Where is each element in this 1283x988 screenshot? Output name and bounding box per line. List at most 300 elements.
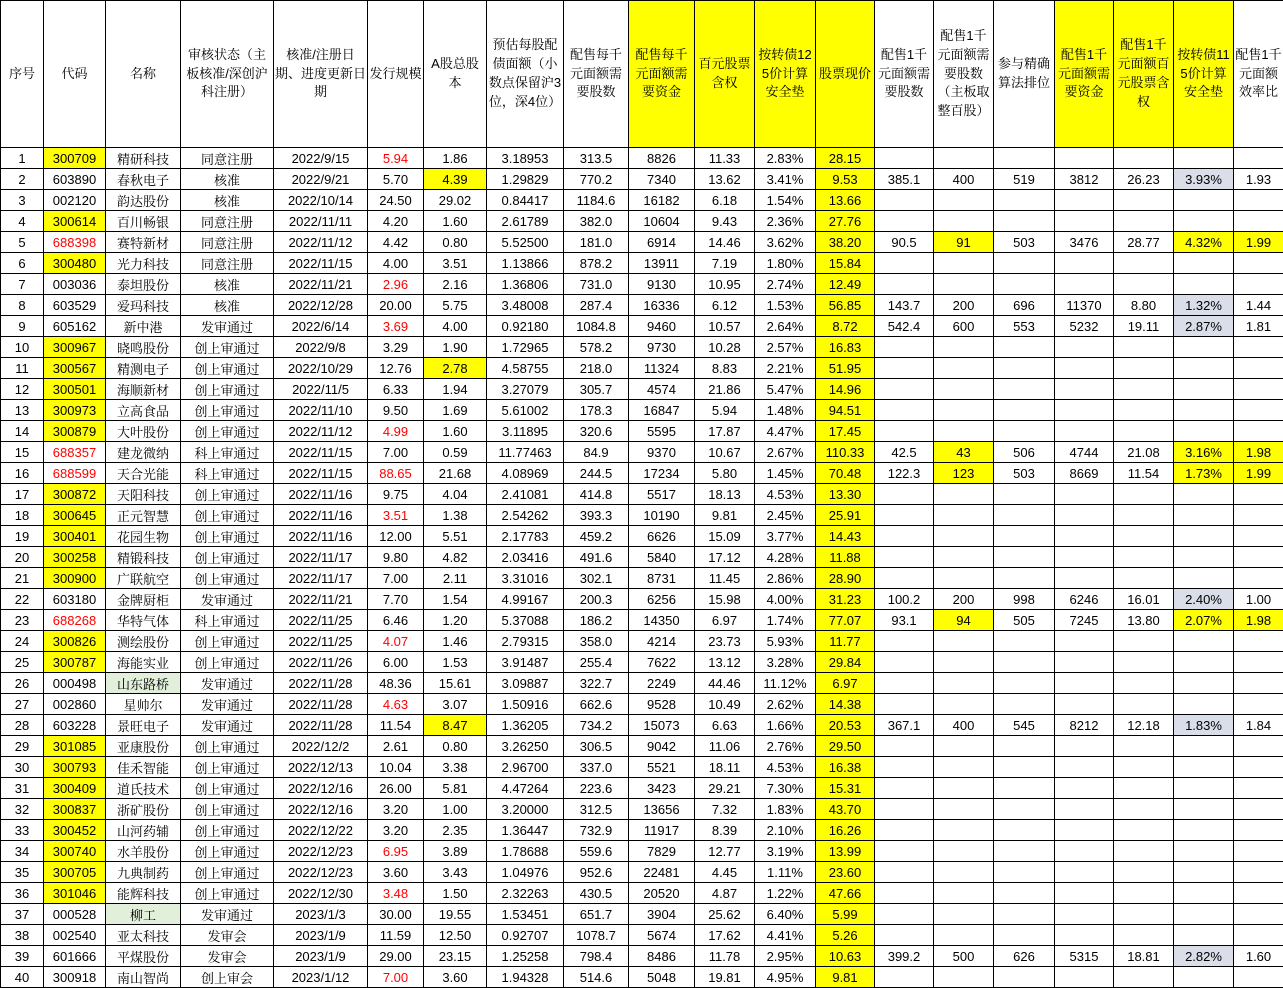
table-cell[interactable] [994, 421, 1055, 442]
table-cell[interactable]: 6.63 [695, 715, 755, 736]
table-cell[interactable]: 8826 [629, 148, 695, 169]
table-cell[interactable]: 19 [1, 526, 44, 547]
table-cell[interactable]: 3.18953 [487, 148, 564, 169]
table-cell[interactable]: 2022/11/15 [274, 442, 368, 463]
table-cell[interactable]: 6.33 [368, 379, 424, 400]
table-cell[interactable] [1234, 190, 1283, 211]
table-cell[interactable]: 000498 [44, 673, 106, 694]
table-cell[interactable]: 22 [1, 589, 44, 610]
table-cell[interactable]: 14350 [629, 610, 695, 631]
table-cell[interactable]: 2.67% [755, 442, 816, 463]
table-cell[interactable] [994, 148, 1055, 169]
table-cell[interactable]: 6626 [629, 526, 695, 547]
table-cell[interactable]: 18.81 [1114, 946, 1174, 967]
table-cell[interactable]: 2.78 [424, 358, 487, 379]
table-cell[interactable]: 柳工 [106, 904, 181, 925]
table-cell[interactable]: 6.97 [695, 610, 755, 631]
table-cell[interactable]: 300709 [44, 148, 106, 169]
table-cell[interactable] [1055, 841, 1114, 862]
table-cell[interactable]: 31 [1, 778, 44, 799]
table-cell[interactable]: 韵达股份 [106, 190, 181, 211]
table-cell[interactable]: 2.95% [755, 946, 816, 967]
table-cell[interactable] [994, 568, 1055, 589]
table-cell[interactable]: 4.32% [1174, 232, 1234, 253]
table-cell[interactable] [1174, 190, 1234, 211]
table-cell[interactable] [875, 274, 934, 295]
table-cell[interactable]: 创上审通过 [181, 652, 274, 673]
table-cell[interactable]: 2.62% [755, 694, 816, 715]
table-cell[interactable]: 300826 [44, 631, 106, 652]
table-cell[interactable] [1174, 925, 1234, 946]
table-cell[interactable]: 16847 [629, 400, 695, 421]
column-header[interactable]: 配售1千元面额效率比 [1234, 1, 1283, 148]
table-cell[interactable] [994, 505, 1055, 526]
table-cell[interactable]: 天合光能 [106, 463, 181, 484]
table-cell[interactable]: 998 [994, 589, 1055, 610]
table-cell[interactable]: 47.66 [816, 883, 875, 904]
table-cell[interactable]: 94.51 [816, 400, 875, 421]
table-cell[interactable]: 7340 [629, 169, 695, 190]
table-cell[interactable]: 223.6 [564, 778, 629, 799]
table-cell[interactable]: 200 [934, 589, 994, 610]
table-cell[interactable] [1055, 925, 1114, 946]
table-cell[interactable]: 4.04 [424, 484, 487, 505]
table-cell[interactable]: 1.69 [424, 400, 487, 421]
table-cell[interactable]: 2022/12/23 [274, 862, 368, 883]
table-cell[interactable]: 244.5 [564, 463, 629, 484]
table-cell[interactable]: 创上审通过 [181, 568, 274, 589]
table-cell[interactable]: 7.19 [695, 253, 755, 274]
table-cell[interactable]: 6.12 [695, 295, 755, 316]
table-cell[interactable]: 3.26250 [487, 736, 564, 757]
table-cell[interactable]: 5.61002 [487, 400, 564, 421]
table-cell[interactable]: 506 [994, 442, 1055, 463]
table-cell[interactable] [994, 673, 1055, 694]
table-cell[interactable]: 6.00 [368, 652, 424, 673]
table-cell[interactable]: 2.16 [424, 274, 487, 295]
table-cell[interactable] [1174, 652, 1234, 673]
table-cell[interactable]: 9.75 [368, 484, 424, 505]
table-cell[interactable]: 11.12% [755, 673, 816, 694]
table-cell[interactable] [1114, 568, 1174, 589]
table-cell[interactable] [875, 421, 934, 442]
table-cell[interactable]: 13.99 [816, 841, 875, 862]
table-cell[interactable]: 3.27079 [487, 379, 564, 400]
table-cell[interactable]: 1.90 [424, 337, 487, 358]
table-cell[interactable] [875, 778, 934, 799]
table-cell[interactable]: 23.15 [424, 946, 487, 967]
table-cell[interactable]: 1.94 [424, 379, 487, 400]
table-cell[interactable] [1234, 925, 1283, 946]
table-cell[interactable]: 亚太科技 [106, 925, 181, 946]
table-cell[interactable]: 11.88 [816, 547, 875, 568]
table-cell[interactable]: 2.40% [1174, 589, 1234, 610]
table-cell[interactable] [994, 400, 1055, 421]
table-cell[interactable]: 1.25258 [487, 946, 564, 967]
table-cell[interactable]: 2.21% [755, 358, 816, 379]
table-cell[interactable]: 核准 [181, 274, 274, 295]
table-cell[interactable]: 7 [1, 274, 44, 295]
table-cell[interactable] [875, 652, 934, 673]
table-cell[interactable]: 佳禾智能 [106, 757, 181, 778]
table-cell[interactable]: 16336 [629, 295, 695, 316]
table-cell[interactable]: 2022/11/11 [274, 211, 368, 232]
table-cell[interactable] [994, 652, 1055, 673]
table-cell[interactable] [1114, 778, 1174, 799]
table-cell[interactable]: 2022/12/30 [274, 883, 368, 904]
table-cell[interactable]: 创上审通过 [181, 505, 274, 526]
table-cell[interactable]: 南山智尚 [106, 967, 181, 988]
table-cell[interactable]: 8.83 [695, 358, 755, 379]
table-cell[interactable] [1174, 967, 1234, 988]
table-cell[interactable]: 创上审通过 [181, 736, 274, 757]
table-cell[interactable]: 3.20 [368, 799, 424, 820]
table-cell[interactable] [1114, 211, 1174, 232]
table-cell[interactable] [875, 547, 934, 568]
table-cell[interactable] [1114, 505, 1174, 526]
table-cell[interactable] [994, 904, 1055, 925]
table-cell[interactable] [1174, 358, 1234, 379]
table-cell[interactable]: 90.5 [875, 232, 934, 253]
table-cell[interactable]: 400 [934, 715, 994, 736]
table-cell[interactable]: 5595 [629, 421, 695, 442]
table-cell[interactable] [1114, 673, 1174, 694]
table-cell[interactable]: 7.00 [368, 568, 424, 589]
table-cell[interactable]: 1084.8 [564, 316, 629, 337]
table-cell[interactable]: 广联航空 [106, 568, 181, 589]
table-cell[interactable]: 9528 [629, 694, 695, 715]
table-cell[interactable]: 559.6 [564, 841, 629, 862]
table-cell[interactable]: 13.62 [695, 169, 755, 190]
table-cell[interactable]: 14.38 [816, 694, 875, 715]
table-cell[interactable] [934, 337, 994, 358]
table-cell[interactable]: 200 [934, 295, 994, 316]
table-cell[interactable] [875, 253, 934, 274]
table-cell[interactable]: 38.20 [816, 232, 875, 253]
table-cell[interactable] [934, 967, 994, 988]
table-cell[interactable]: 发审通过 [181, 694, 274, 715]
table-cell[interactable]: 2023/1/3 [274, 904, 368, 925]
table-cell[interactable]: 2.96 [368, 274, 424, 295]
table-cell[interactable] [1055, 967, 1114, 988]
table-cell[interactable]: 1.84 [1234, 715, 1283, 736]
table-cell[interactable]: 93.1 [875, 610, 934, 631]
table-cell[interactable]: 29.50 [816, 736, 875, 757]
table-cell[interactable] [1114, 148, 1174, 169]
table-cell[interactable]: 70.48 [816, 463, 875, 484]
table-cell[interactable]: 1.11% [755, 862, 816, 883]
table-cell[interactable]: 358.0 [564, 631, 629, 652]
table-cell[interactable]: 300967 [44, 337, 106, 358]
table-cell[interactable] [934, 694, 994, 715]
table-cell[interactable]: 29.84 [816, 652, 875, 673]
table-cell[interactable]: 3.89 [424, 841, 487, 862]
table-cell[interactable]: 0.92707 [487, 925, 564, 946]
table-cell[interactable]: 2023/1/9 [274, 946, 368, 967]
table-cell[interactable]: 7.00 [368, 967, 424, 988]
table-cell[interactable]: 21.08 [1114, 442, 1174, 463]
table-cell[interactable] [934, 757, 994, 778]
table-cell[interactable]: 1.36447 [487, 820, 564, 841]
table-cell[interactable]: 核准 [181, 169, 274, 190]
table-cell[interactable] [875, 211, 934, 232]
table-cell[interactable]: 14 [1, 421, 44, 442]
table-cell[interactable]: 003036 [44, 274, 106, 295]
table-cell[interactable]: 11.59 [368, 925, 424, 946]
table-cell[interactable]: 14.96 [816, 379, 875, 400]
table-cell[interactable]: 13911 [629, 253, 695, 274]
table-cell[interactable] [994, 862, 1055, 883]
table-cell[interactable] [1055, 673, 1114, 694]
table-cell[interactable] [1055, 526, 1114, 547]
table-cell[interactable] [1174, 421, 1234, 442]
table-cell[interactable] [1174, 820, 1234, 841]
table-cell[interactable]: 385.1 [875, 169, 934, 190]
table-cell[interactable]: 4574 [629, 379, 695, 400]
table-cell[interactable]: 10.28 [695, 337, 755, 358]
table-cell[interactable]: 7622 [629, 652, 695, 673]
table-cell[interactable]: 21 [1, 568, 44, 589]
table-cell[interactable]: 道氏技术 [106, 778, 181, 799]
table-cell[interactable]: 110.33 [816, 442, 875, 463]
table-cell[interactable] [1055, 400, 1114, 421]
table-cell[interactable]: 186.2 [564, 610, 629, 631]
table-cell[interactable]: 43.70 [816, 799, 875, 820]
table-cell[interactable]: 3.48 [368, 883, 424, 904]
table-cell[interactable]: 300452 [44, 820, 106, 841]
table-cell[interactable]: 4.53% [755, 484, 816, 505]
table-cell[interactable]: 创上审通过 [181, 547, 274, 568]
table-cell[interactable] [1055, 883, 1114, 904]
table-cell[interactable]: 2022/12/22 [274, 820, 368, 841]
table-cell[interactable]: 景旺电子 [106, 715, 181, 736]
table-cell[interactable]: 43 [934, 442, 994, 463]
table-cell[interactable]: 218.0 [564, 358, 629, 379]
table-cell[interactable] [994, 757, 1055, 778]
column-header[interactable]: A股总股本 [424, 1, 487, 148]
table-cell[interactable]: 8731 [629, 568, 695, 589]
table-cell[interactable]: 光力科技 [106, 253, 181, 274]
table-cell[interactable]: 10.95 [695, 274, 755, 295]
table-cell[interactable] [1234, 799, 1283, 820]
table-cell[interactable]: 1.93 [1234, 169, 1283, 190]
table-cell[interactable] [994, 337, 1055, 358]
table-cell[interactable]: 20 [1, 547, 44, 568]
column-header[interactable]: 股票现价 [816, 1, 875, 148]
table-cell[interactable]: 10604 [629, 211, 695, 232]
table-cell[interactable] [1174, 694, 1234, 715]
table-cell[interactable] [1055, 694, 1114, 715]
table-cell[interactable]: 13656 [629, 799, 695, 820]
table-cell[interactable]: 2023/1/9 [274, 925, 368, 946]
table-cell[interactable]: 1.78688 [487, 841, 564, 862]
table-cell[interactable] [1055, 379, 1114, 400]
table-cell[interactable]: 491.6 [564, 547, 629, 568]
table-cell[interactable]: 15 [1, 442, 44, 463]
table-cell[interactable]: 12.49 [816, 274, 875, 295]
table-cell[interactable] [1055, 652, 1114, 673]
table-cell[interactable]: 2.86% [755, 568, 816, 589]
table-cell[interactable]: 002120 [44, 190, 106, 211]
table-cell[interactable]: 28.77 [1114, 232, 1174, 253]
table-cell[interactable]: 4.28% [755, 547, 816, 568]
table-cell[interactable]: 503 [994, 232, 1055, 253]
table-cell[interactable]: 500 [934, 946, 994, 967]
table-cell[interactable]: 11.77 [816, 631, 875, 652]
table-cell[interactable]: 24.50 [368, 190, 424, 211]
table-cell[interactable]: 300409 [44, 778, 106, 799]
table-cell[interactable]: 1.50 [424, 883, 487, 904]
table-cell[interactable]: 84.9 [564, 442, 629, 463]
table-cell[interactable]: 300918 [44, 967, 106, 988]
table-cell[interactable]: 9.81 [816, 967, 875, 988]
table-cell[interactable]: 27.76 [816, 211, 875, 232]
table-cell[interactable]: 30 [1, 757, 44, 778]
table-cell[interactable]: 2.96700 [487, 757, 564, 778]
table-cell[interactable]: 4.95% [755, 967, 816, 988]
table-cell[interactable] [934, 673, 994, 694]
table-cell[interactable]: 2.32263 [487, 883, 564, 904]
table-cell[interactable]: 1.83% [1174, 715, 1234, 736]
table-cell[interactable] [1174, 568, 1234, 589]
table-cell[interactable]: 300501 [44, 379, 106, 400]
table-cell[interactable]: 1.00 [1234, 589, 1283, 610]
table-cell[interactable]: 22481 [629, 862, 695, 883]
table-cell[interactable]: 878.2 [564, 253, 629, 274]
table-cell[interactable]: 15.09 [695, 526, 755, 547]
table-cell[interactable]: 浙矿股份 [106, 799, 181, 820]
table-cell[interactable]: 能辉科技 [106, 883, 181, 904]
table-cell[interactable] [934, 379, 994, 400]
table-cell[interactable]: 1.50916 [487, 694, 564, 715]
table-cell[interactable]: 泰坦股份 [106, 274, 181, 295]
table-cell[interactable] [934, 820, 994, 841]
table-cell[interactable] [875, 379, 934, 400]
table-cell[interactable] [875, 862, 934, 883]
table-cell[interactable]: 12.00 [368, 526, 424, 547]
table-cell[interactable]: 18.11 [695, 757, 755, 778]
table-cell[interactable]: 26.23 [1114, 169, 1174, 190]
table-cell[interactable]: 1.44 [1234, 295, 1283, 316]
table-cell[interactable] [934, 568, 994, 589]
table-cell[interactable] [1055, 820, 1114, 841]
table-cell[interactable]: 19.55 [424, 904, 487, 925]
table-cell[interactable]: 金牌厨柜 [106, 589, 181, 610]
table-cell[interactable] [875, 820, 934, 841]
table-cell[interactable]: 创上审通过 [181, 358, 274, 379]
table-cell[interactable]: 21.68 [424, 463, 487, 484]
table-cell[interactable] [1114, 379, 1174, 400]
table-cell[interactable]: 731.0 [564, 274, 629, 295]
table-cell[interactable]: 4.00 [368, 253, 424, 274]
table-cell[interactable]: 301046 [44, 883, 106, 904]
table-cell[interactable]: 2249 [629, 673, 695, 694]
table-cell[interactable] [1114, 799, 1174, 820]
table-cell[interactable] [875, 841, 934, 862]
table-cell[interactable]: 4214 [629, 631, 695, 652]
table-cell[interactable]: 1.72965 [487, 337, 564, 358]
table-cell[interactable]: 16.38 [816, 757, 875, 778]
table-cell[interactable]: 4.47% [755, 421, 816, 442]
table-cell[interactable]: 1.54% [755, 190, 816, 211]
table-cell[interactable] [1114, 253, 1174, 274]
table-cell[interactable]: 300740 [44, 841, 106, 862]
table-cell[interactable]: 4.08969 [487, 463, 564, 484]
table-cell[interactable]: 5.70 [368, 169, 424, 190]
table-cell[interactable] [994, 379, 1055, 400]
table-cell[interactable]: 山东路桥 [106, 673, 181, 694]
table-cell[interactable]: 正元智慧 [106, 505, 181, 526]
table-cell[interactable]: 发审通过 [181, 904, 274, 925]
table-cell[interactable]: 2022/11/12 [274, 421, 368, 442]
table-cell[interactable] [1234, 673, 1283, 694]
table-cell[interactable]: 2.57% [755, 337, 816, 358]
table-cell[interactable]: 48.36 [368, 673, 424, 694]
table-cell[interactable]: 10.04 [368, 757, 424, 778]
table-cell[interactable]: 11.33 [695, 148, 755, 169]
table-cell[interactable]: 3.60 [368, 862, 424, 883]
table-cell[interactable]: 300787 [44, 652, 106, 673]
table-cell[interactable]: 海顺新材 [106, 379, 181, 400]
table-cell[interactable] [934, 484, 994, 505]
column-header[interactable]: 配售1千元面额百元股票含权 [1114, 1, 1174, 148]
table-cell[interactable]: 核准 [181, 295, 274, 316]
table-cell[interactable] [1234, 883, 1283, 904]
table-cell[interactable]: 5.94 [368, 148, 424, 169]
table-cell[interactable]: 688268 [44, 610, 106, 631]
table-cell[interactable]: 14.46 [695, 232, 755, 253]
table-cell[interactable]: 181.0 [564, 232, 629, 253]
table-cell[interactable]: 2022/10/14 [274, 190, 368, 211]
table-cell[interactable] [875, 526, 934, 547]
table-cell[interactable] [1234, 484, 1283, 505]
table-cell[interactable] [1234, 358, 1283, 379]
table-cell[interactable] [1055, 757, 1114, 778]
table-cell[interactable]: 1.20 [424, 610, 487, 631]
table-cell[interactable]: 3904 [629, 904, 695, 925]
table-cell[interactable]: 九典制药 [106, 862, 181, 883]
table-cell[interactable] [1055, 547, 1114, 568]
table-cell[interactable] [1114, 904, 1174, 925]
table-cell[interactable]: 300837 [44, 799, 106, 820]
table-cell[interactable]: 38 [1, 925, 44, 946]
table-cell[interactable]: 11 [1, 358, 44, 379]
table-cell[interactable]: 6246 [1055, 589, 1114, 610]
table-cell[interactable] [1114, 841, 1174, 862]
table-cell[interactable]: 2.41081 [487, 484, 564, 505]
table-cell[interactable]: 1 [1, 148, 44, 169]
table-cell[interactable]: 1.22% [755, 883, 816, 904]
table-cell[interactable] [1055, 358, 1114, 379]
table-cell[interactable] [1174, 253, 1234, 274]
table-cell[interactable]: 002540 [44, 925, 106, 946]
table-cell[interactable]: 952.6 [564, 862, 629, 883]
table-cell[interactable]: 400 [934, 169, 994, 190]
table-cell[interactable]: 3.62% [755, 232, 816, 253]
table-cell[interactable]: 143.7 [875, 295, 934, 316]
table-cell[interactable]: 创上审会 [181, 967, 274, 988]
table-cell[interactable]: 100.2 [875, 589, 934, 610]
table-cell[interactable] [1055, 862, 1114, 883]
table-cell[interactable]: 2022/10/29 [274, 358, 368, 379]
table-cell[interactable]: 3.09887 [487, 673, 564, 694]
table-cell[interactable]: 16.26 [816, 820, 875, 841]
table-cell[interactable]: 1.99 [1234, 232, 1283, 253]
table-cell[interactable]: 20.00 [368, 295, 424, 316]
table-cell[interactable]: 3.93% [1174, 169, 1234, 190]
table-cell[interactable]: 5521 [629, 757, 695, 778]
table-cell[interactable] [1055, 631, 1114, 652]
